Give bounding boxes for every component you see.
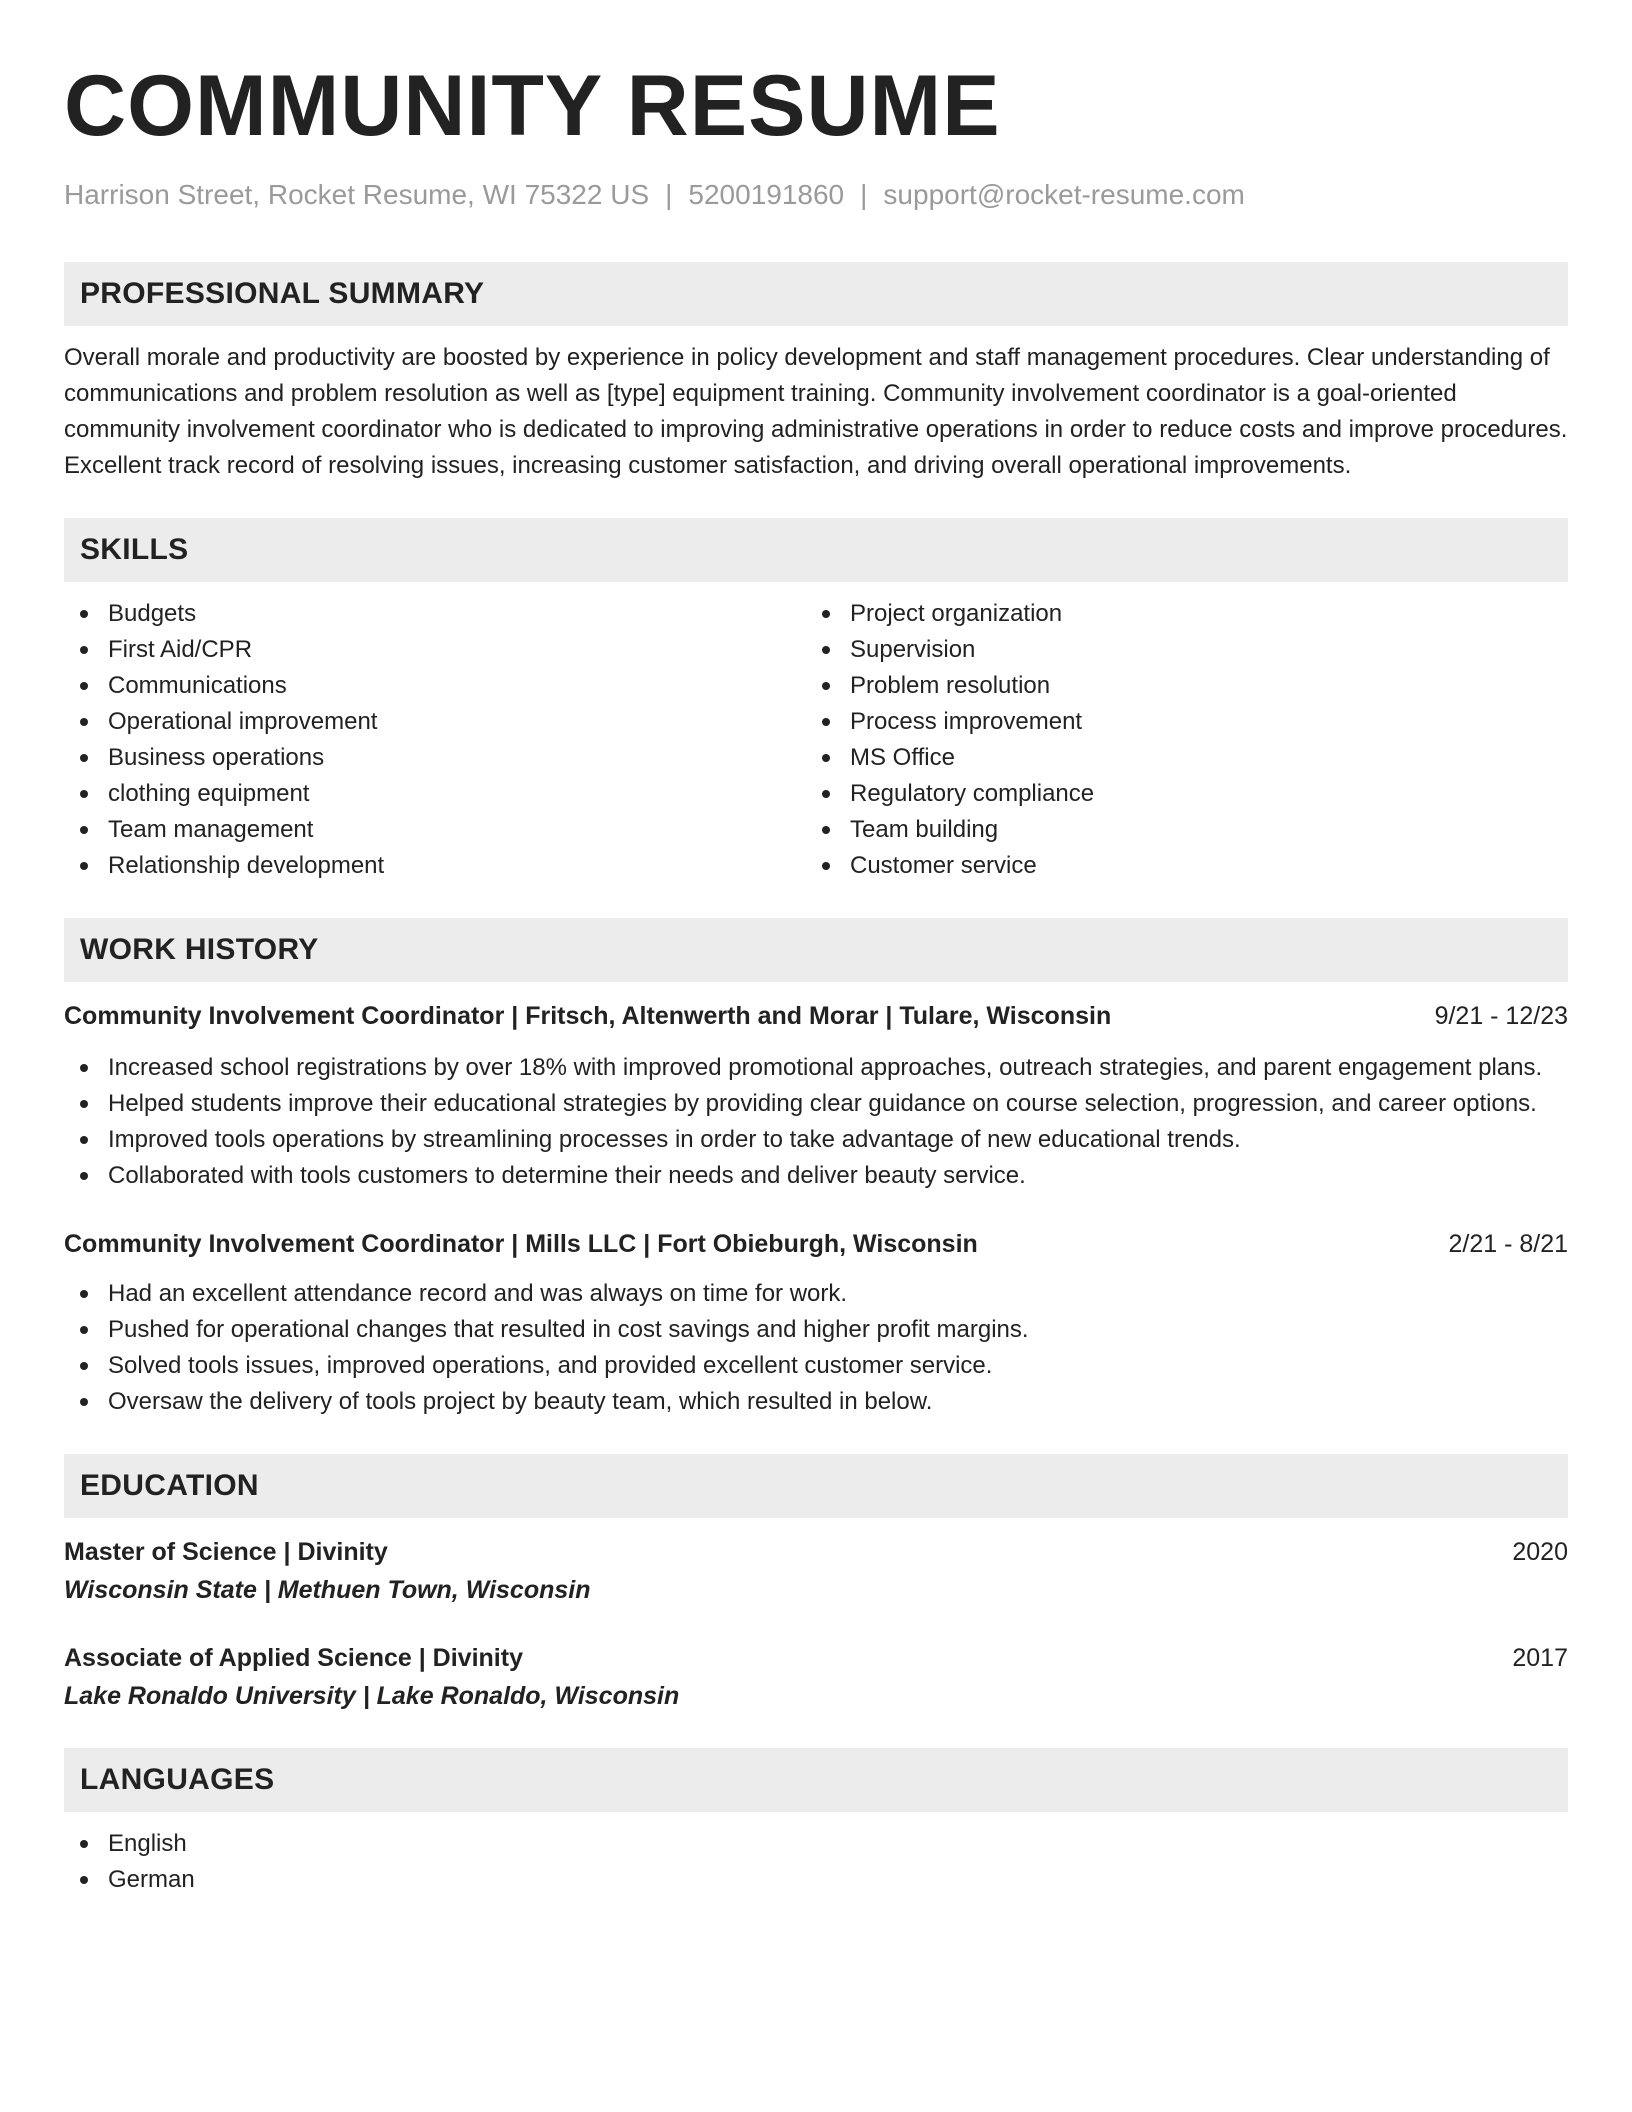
contact-email[interactable]: support@rocket-resume.com — [883, 179, 1245, 210]
contact-address: Harrison Street, Rocket Resume, WI 75322 US — [64, 179, 650, 210]
job-title: Community Involvement Coordinator | Fritsch, Altenwerth and Morar | Tulare, Wisconsin — [64, 1002, 1112, 1030]
education-school: Wisconsin State | Methuen Town, Wisconsin — [64, 1576, 591, 1604]
skill-item: Business operations — [64, 740, 806, 776]
education-school: Lake Ronaldo University | Lake Ronaldo, Wisconsin — [64, 1682, 680, 1710]
education-header — [64, 1640, 1568, 1676]
skill-item: Team management — [64, 812, 806, 848]
language-item: English — [64, 1826, 1568, 1862]
job-bullet: Helped students improve their educational strategies by providing clear guidance on course selection, progression, and career options. — [64, 1086, 1568, 1122]
summary-text: Overall morale and productivity are boosted by experience in policy development and staff management procedures. Clear understanding of communications and problem resolution as well as [type] equipment training. Community involvement coordinator is a goal-oriented community involvement coordinator who is dedicated to improving administrative operations in order to reduce costs and improve procedures. Excellent track record of resolving issues, increasing customer satisfaction, and driving overall operational improvements. — [64, 344, 1568, 479]
job-bullet: Increased school registrations by over 18% with improved promotional approaches, outreach strategies, and parent engagement plans. — [64, 1050, 1568, 1086]
skills-list-right — [806, 596, 1548, 884]
job-bullets — [64, 1050, 1568, 1194]
section-header-education: EDUCATION — [64, 1454, 1568, 1518]
languages-list — [64, 1826, 1568, 1898]
skill-item: Budgets — [64, 596, 806, 632]
skill-item: Problem resolution — [806, 668, 1548, 704]
skill-item: Team building — [806, 812, 1548, 848]
skill-item: clothing equipment — [64, 776, 806, 812]
job-entry — [64, 1226, 1568, 1420]
skills-list-left — [64, 596, 806, 884]
skill-item: Relationship development — [64, 848, 806, 884]
skills-columns — [64, 596, 1568, 884]
job-header — [64, 998, 1568, 1034]
skill-item: MS Office — [806, 740, 1548, 776]
language-item: German — [64, 1862, 1568, 1898]
job-title: Community Involvement Coordinator | Mills LLC | Fort Obieburgh, Wisconsin — [64, 1230, 978, 1258]
skill-item: Process improvement — [806, 704, 1548, 740]
education-entry — [64, 1640, 1568, 1714]
candidate-name: COMMUNITY RESUME — [64, 58, 1001, 154]
job-dates: 2/21 - 8/21 — [1448, 1230, 1568, 1258]
skill-item: Regulatory compliance — [806, 776, 1548, 812]
contact-line — [64, 178, 1568, 212]
skill-item: Customer service — [806, 848, 1548, 884]
job-bullets — [64, 1276, 1568, 1420]
section-header-summary: PROFESSIONAL SUMMARY — [64, 262, 1568, 326]
job-bullet: Solved tools issues, improved operations, and provided excellent customer service. — [64, 1348, 1568, 1384]
education-entry — [64, 1534, 1568, 1608]
section-header-languages: LANGUAGES — [64, 1748, 1568, 1812]
job-bullet: Pushed for operational changes that resulted in cost savings and higher profit margins. — [64, 1312, 1568, 1348]
section-header-skills: SKILLS — [64, 518, 1568, 582]
contact-phone: 5200191860 — [688, 179, 845, 210]
education-year: 2017 — [1512, 1644, 1568, 1672]
education-degree: Master of Science | Divinity — [64, 1538, 388, 1566]
education-header — [64, 1534, 1568, 1570]
job-header — [64, 1226, 1568, 1262]
contact-separator: | — [665, 179, 673, 210]
skill-item: Communications — [64, 668, 806, 704]
education-degree: Associate of Applied Science | Divinity — [64, 1644, 523, 1672]
job-bullet: Had an excellent attendance record and was always on time for work. — [64, 1276, 1568, 1312]
education-year: 2020 — [1512, 1538, 1568, 1566]
contact-separator: | — [860, 179, 868, 210]
skill-item: Supervision — [806, 632, 1548, 668]
section-header-work-history: WORK HISTORY — [64, 918, 1568, 982]
skill-item: First Aid/CPR — [64, 632, 806, 668]
job-bullet: Oversaw the delivery of tools project by beauty team, which resulted in below. — [64, 1384, 1568, 1420]
job-bullet: Improved tools operations by streamlining processes in order to take advantage of new educational trends. — [64, 1122, 1568, 1158]
job-dates: 9/21 - 12/23 — [1434, 1002, 1568, 1030]
job-entry — [64, 998, 1568, 1194]
skill-item: Operational improvement — [64, 704, 806, 740]
skill-item: Project organization — [806, 596, 1548, 632]
job-bullet: Collaborated with tools customers to determine their needs and deliver beauty service. — [64, 1158, 1568, 1194]
